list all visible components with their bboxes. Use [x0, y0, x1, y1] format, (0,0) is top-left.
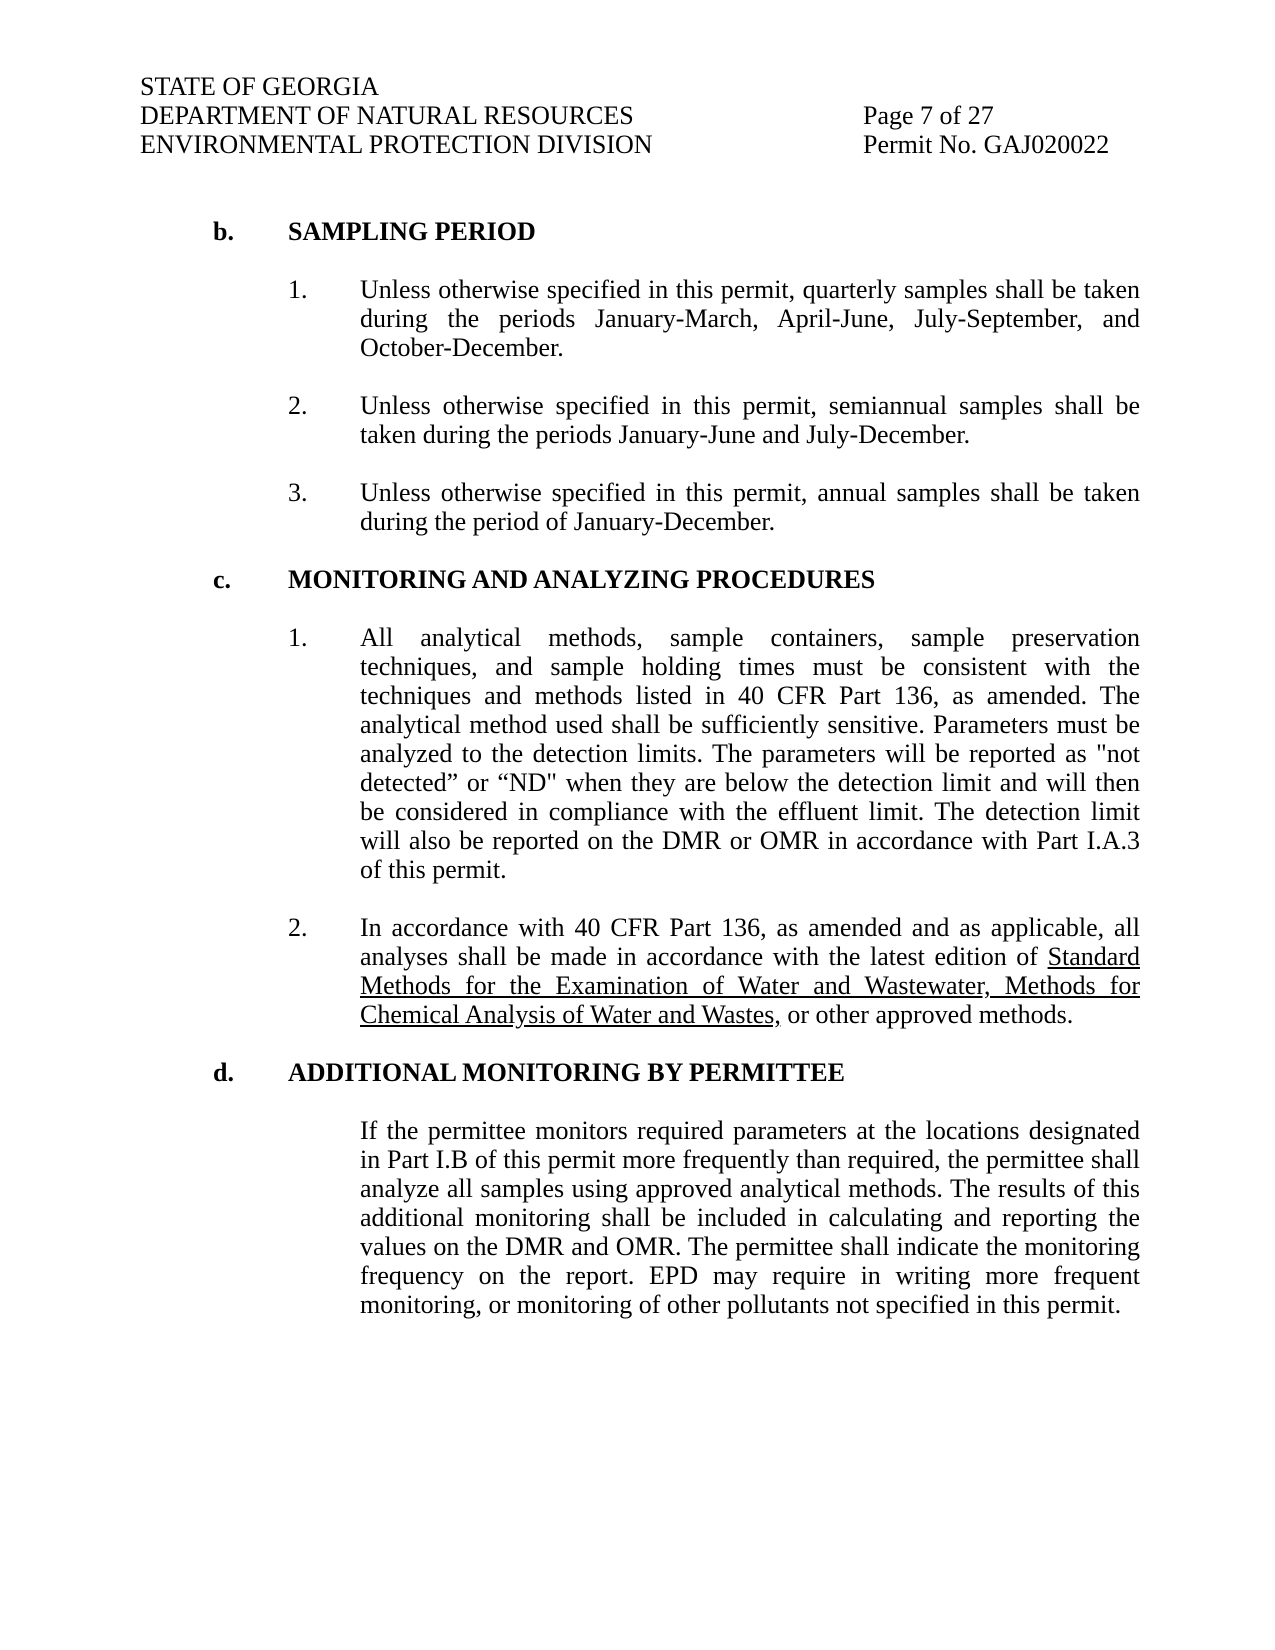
- section-additional-monitoring: [140, 1058, 1140, 1319]
- section-heading: [140, 217, 1140, 246]
- section-title: SAMPLING PERIOD: [288, 217, 536, 246]
- item-number: 1.: [288, 623, 308, 652]
- list-item: [140, 913, 1140, 1029]
- section-letter: c.: [213, 565, 232, 594]
- agency-line-division: ENVIRONMENTAL PROTECTION DIVISION: [140, 130, 653, 159]
- item-number: 2.: [288, 391, 308, 420]
- section-sampling-period: [140, 217, 1140, 536]
- section-title: ADDITIONAL MONITORING BY PERMITTEE: [288, 1058, 845, 1087]
- list-item: [140, 1116, 1140, 1319]
- section-title: MONITORING AND ANALYZING PROCEDURES: [288, 565, 876, 594]
- item-text: All analytical methods, sample containers, sample preservation techniques, and sample holding times must be consistent with the techniques and methods listed in 40 CFR Part 136, as amended. The analytical method used shall be sufficiently sensitive. Parameters must be analyzed to the detection limits. The parameters will be reported as "not detected” or “ND" when they are below the detection limit and will then be considered in compliance with the effluent limit. The detection limit will also be reported on the DMR or OMR in accordance with Part I.A.3 of this permit.: [360, 623, 1140, 884]
- list-item: [140, 478, 1140, 536]
- item-text: Unless otherwise specified in this permit, annual samples shall be taken during the period of January-December.: [360, 478, 1140, 536]
- list-item: [140, 275, 1140, 362]
- item-number: 3.: [288, 478, 308, 507]
- list-item: [140, 623, 1140, 884]
- section-letter: b.: [213, 217, 234, 246]
- item-text: Unless otherwise specified in this permit, quarterly samples shall be taken during the periods January-March, April-June, July-September, and October-December.: [360, 275, 1140, 362]
- item-text: If the permittee monitors required parameters at the locations designated in Part I.B of this permit more frequently than required, the permittee shall analyze all samples using approved analytical methods. The results of this additional monitoring shall be included in calculating and reporting the values on the DMR and OMR. The permittee shall indicate the monitoring frequency on the report. EPD may require in writing more frequent monitoring, or monitoring of other pollutants not specified in this permit.: [360, 1116, 1140, 1319]
- section-letter: d.: [213, 1058, 234, 1087]
- page-number: Page 7 of 27: [863, 101, 994, 130]
- document-header: [140, 72, 1140, 159]
- header-right: [863, 101, 1109, 159]
- section-monitoring-procedures: [140, 565, 1140, 1029]
- section-heading: [140, 1058, 1140, 1087]
- item-text: Unless otherwise specified in this permit, semiannual samples shall be taken during the periods January-June and July-December.: [360, 391, 1140, 449]
- permit-number: Permit No. GAJ020022: [863, 130, 1110, 159]
- underlined-reference-titles: Standard Methods for the Examination of Water and Wastewater, Methods for Chemical Analysis of Water and Wastes,: [360, 942, 1140, 1029]
- item-number: 1.: [288, 275, 308, 304]
- item-text: In accordance with 40 CFR Part 136, as amended and as applicable, all analyses shall be made in accordance with the latest edition of Standard Methods for the Examination of Water and Wastewater, Methods for Chemical Analysis of Water and Wastes, or other approved methods.: [360, 913, 1140, 1029]
- agency-line-state: STATE OF GEORGIA: [140, 72, 380, 101]
- agency-line-department: DEPARTMENT OF NATURAL RESOURCES: [140, 101, 634, 130]
- item-number: 2.: [288, 913, 308, 942]
- section-heading: [140, 565, 1140, 594]
- list-item: [140, 391, 1140, 449]
